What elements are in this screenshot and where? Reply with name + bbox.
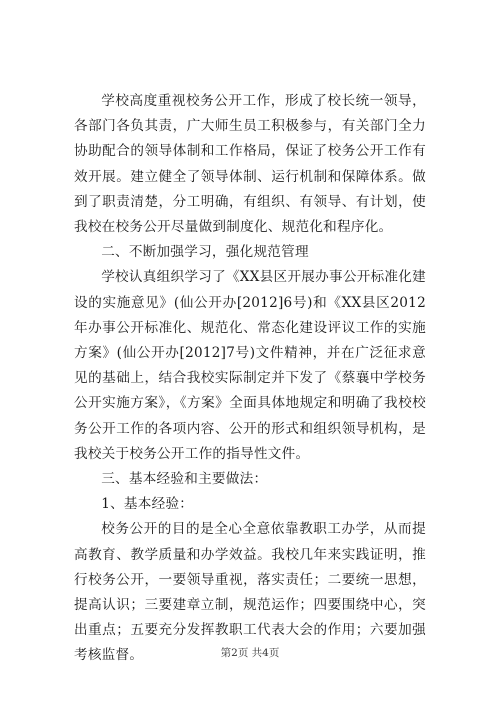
- section-heading-3: 三、基本经验和主要做法：: [101, 471, 268, 488]
- paragraph-leadership: 学校高度重视校务公开工作，形成了校长统一领导，各部门各负其责，广大师生员工积极参与，有关部门全力协助配合的领导体制和工作格局，保证了校务公开工作有效开展。建立健全了领导体制、运行机制和保障体系。做到了职责清楚，分工明确，有组织、有领导、有计划，使我校在校务公开尽量做到制度化、规范化和程序化。: [74, 93, 426, 236]
- page-number-footer: 第2页 共4页: [220, 647, 280, 659]
- section-heading-2: 二、不断加强学习，强化规范管理: [101, 244, 309, 261]
- document-body: [74, 89, 426, 669]
- paragraph-study: 学校认真组织学习了《XX县区开展办事公开标准化建设的实施意见》(仙公开办[2012]6号)和《XX县区2012年办事公开标准化、规范化、常态化建设评议工作的实施方案》(仙公开办[2012]7号)文件精神，并在广泛征求意见的基础上，结合我校实际制定并下发了《蔡襄中学校务公开实施方案》，《方案》全面具体地规定和明确了我校校务公开工作的各项内容、公开的形式和组织领导机构，是我校关于校务公开工作的指导性文件。: [74, 269, 426, 462]
- subsection-heading-1: 1、基本经验：: [101, 496, 194, 513]
- paragraph-experience: 校务公开的目的是全心全意依靠教职工办学，从而提高教育、教学质量和办学效益。我校几年来实践证明，推行校务公开，一要领导重视，落实责任；二要统一思想，提高认识；三要建章立制，规范运作；四要围绕中心，突出重点；五要充分发挥教职工代表大会的作用；六要加强考核监督。: [74, 521, 426, 664]
